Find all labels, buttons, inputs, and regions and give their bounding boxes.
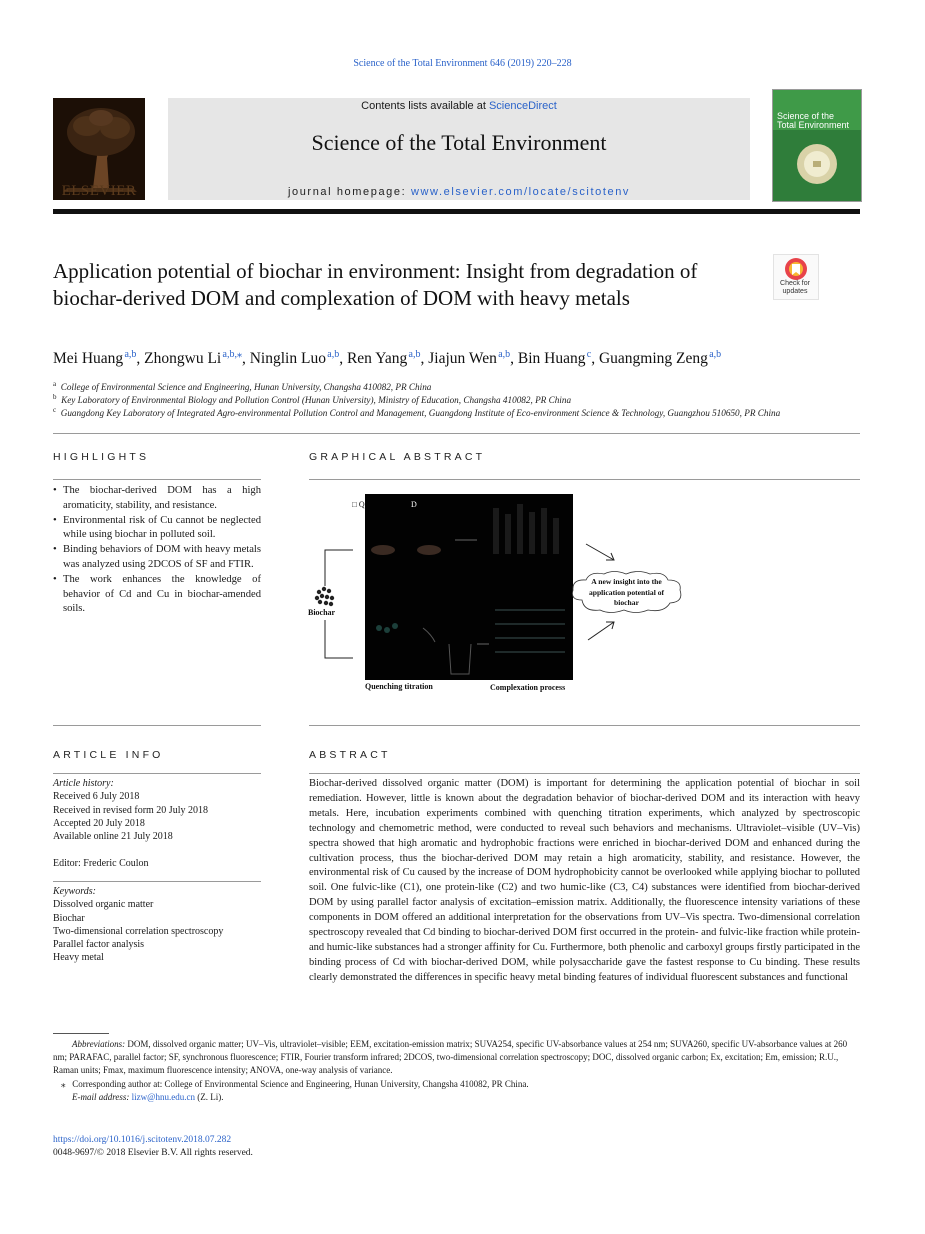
cover-art-icon bbox=[773, 90, 861, 201]
author[interactable]: Ren Yang bbox=[346, 350, 408, 368]
homepage-prefix: journal homepage: bbox=[287, 186, 411, 198]
copyright: 0048-9697/© 2018 Elsevier B.V. All rights reserved. bbox=[53, 1148, 253, 1158]
check-updates-icon bbox=[774, 255, 818, 283]
author[interactable]: Mei Huang bbox=[53, 350, 124, 368]
keyword: Two-dimensional correlation spectroscopy bbox=[53, 925, 224, 937]
contents-prefix: Contents lists available at bbox=[361, 100, 489, 112]
author-sep: , bbox=[420, 350, 429, 368]
keyword: Dissolved organic matter bbox=[53, 899, 154, 911]
quenching-label: Quenching titration bbox=[365, 682, 433, 691]
divider bbox=[53, 433, 860, 434]
sciencedirect-link[interactable]: ScienceDirect bbox=[488, 100, 557, 112]
biochar-label: Biochar bbox=[308, 608, 336, 617]
author[interactable]: Ninglin Luo bbox=[249, 350, 326, 368]
editor: Editor: Frederic Coulon bbox=[53, 858, 149, 869]
graphical-abstract-figure bbox=[365, 494, 573, 680]
divider bbox=[53, 773, 261, 774]
affil-text: Key Laboratory of Environmental Biology and Pollution Control (Hunan University), Ministry of Education, Changsha 410082, PR China bbox=[61, 395, 572, 406]
author-affil-sup[interactable]: c bbox=[586, 349, 592, 360]
affil-key: c bbox=[53, 406, 57, 414]
footnote-rule bbox=[53, 1033, 109, 1034]
author-sep: , bbox=[339, 350, 347, 368]
author-affil-sup[interactable]: a,b bbox=[498, 349, 511, 360]
highlights-heading: HIGHLIGHTS bbox=[53, 451, 150, 463]
history-item: Available online 21 July 2018 bbox=[53, 831, 173, 843]
corresponding-mark: ⁎ bbox=[61, 1079, 66, 1089]
check-updates-text bbox=[773, 280, 817, 296]
abstract-text: Biochar-derived dissolved organic matter (DOM) is important for determining the application potential of biochar in soil remediation. However, little is known about the degradation behavior of biochar-derived DOM and its interaction with heavy metals. Here, incubation experiments combined with quenching titration experiments, which analyzed by spectroscopic technology and chemometric method, were conducted to reveal such behaviors and mechanisms. Ultraviolet–visible (UV–Vis) spectra showed that high aromatic and hydrophobic fractions were enriched in biochar-derived DOM and enhanced during the cultivation process, thus the biochar-derived DOM may retain a high aromaticity, stability, and resistance. However, the environmental risk of Cu caused by the increase of DOM hydrophobicity cannot be overlooked while applying biochar to polluted soil. One fulvic-like (C1), one protein-like (C2) and two humic-like (C3, C4) substances were identified from biochar-derived DOM by using parallel factor analysis of excitation–emission matrix. Additionally, the fluorescence intensity variations of these components in DOM offered an additional interpretation for the observations from UV–Vis spectra. Two-dimensional correlation spectroscopy revealed that Cd binding to biochar-derived DOM first occurred in the protein- and fulvic-like fraction while protein- and humic-like substances had a stronger affinity for Cu. Furthermore, both phenolic and carboxyl groups firstly participated in the binding process of Cd with biochar-derived DOM, while polysaccharide gave the fastest response to Cu binding. These results clearly demonstrated the differences in specific heavy metal binding features of individual fluorescent substances and functional bbox=[309, 778, 860, 983]
author-affil-sup[interactable]: a,b bbox=[408, 349, 421, 360]
keyword: Parallel factor analysis bbox=[53, 939, 145, 951]
author-affil-sup[interactable]: a,b,⁎ bbox=[222, 349, 242, 360]
author[interactable]: Jiajun Wen bbox=[428, 350, 497, 368]
affiliation-b bbox=[53, 393, 883, 405]
author-sep: , bbox=[591, 350, 599, 368]
contents-line bbox=[168, 100, 750, 112]
abbreviations-label: Abbreviations: bbox=[72, 1039, 126, 1049]
corresponding-text: Corresponding author at: College of Environmental Science and Engineering, Hunan University, Changsha 410082, PR China. bbox=[72, 1079, 529, 1089]
highlight-item: • The work enhances the knowledge of behavior of Cd and Cu in biochar-amended soils. bbox=[53, 573, 261, 617]
affiliation-a bbox=[53, 380, 883, 392]
abstract-heading: ABSTRACT bbox=[309, 749, 391, 761]
insight-line: A new insight into the bbox=[591, 577, 662, 586]
divider bbox=[53, 881, 261, 882]
journal-homepage bbox=[168, 186, 750, 198]
keywords-block bbox=[53, 885, 261, 965]
divider bbox=[309, 479, 860, 480]
author-list bbox=[53, 349, 873, 368]
author-sep: , bbox=[136, 350, 145, 368]
check-updates-line2: updates bbox=[782, 288, 808, 295]
panel-label-1: □ Q bbox=[352, 500, 365, 509]
check-updates-line1: Check for bbox=[780, 280, 810, 287]
publisher-logo-text: ELSEVIER bbox=[61, 183, 137, 199]
divider bbox=[53, 725, 261, 726]
insight-line: application potential of bbox=[588, 587, 665, 597]
email-link[interactable]: lizw@hnu.edu.cn bbox=[131, 1092, 195, 1102]
abbreviations-text: DOM, dissolved organic matter; UV–Vis, ultraviolet–visible; EEM, excitation-emission matrix; SUVA254, specific UV-absorbance values at 254 nm; SUVA260, specific UV-absorbance values at 260 nm; PARAFAC, parallel factor; SF, synchronous fluorescence; FTIR, Fourier transform infrared; 2DCOS, two-dimensional correlation spectroscopy; DOC, dissolved organic carbon; Ex, excitation; Em, emission; R.U., Raman units; Fmax, maximum fluorescence intensity; ANOVA, one-way analysis of variance. bbox=[53, 1039, 848, 1075]
article-info-heading: ARTICLE INFO bbox=[53, 749, 164, 761]
author[interactable]: Bin Huang bbox=[517, 350, 586, 368]
complexation-label: Complexation process bbox=[490, 683, 566, 692]
affil-text: College of Environmental Science and Engineering, Hunan University, Changsha 410082, PR China bbox=[60, 382, 432, 393]
divider bbox=[309, 725, 860, 726]
insight-text bbox=[570, 577, 683, 609]
highlight-item: • Binding behaviors of DOM with heavy metals was analyzed using 2DCOS of SF and FTIR. bbox=[53, 543, 261, 573]
homepage-link[interactable]: www.elsevier.com/locate/scitotenv bbox=[410, 186, 631, 198]
keywords-label: Keywords: bbox=[53, 886, 96, 897]
divider bbox=[53, 479, 261, 480]
affil-key: a bbox=[53, 380, 57, 388]
insight-line: biochar bbox=[614, 598, 639, 607]
author[interactable]: Zhongwu Li bbox=[144, 350, 222, 368]
article-title: Application potential of biochar in environment: Insight from degradation of biochar-derived DOM and complexation of DOM with heavy metals bbox=[53, 259, 698, 310]
author[interactable]: Guangming Zeng bbox=[598, 350, 708, 368]
graphical-abstract-art bbox=[365, 494, 573, 680]
history-item: Accepted 20 July 2018 bbox=[53, 817, 145, 829]
header-rule bbox=[53, 209, 860, 214]
history-item: Received in revised form 20 July 2018 bbox=[53, 804, 208, 816]
panel-label-2: D bbox=[411, 500, 417, 509]
keyword: Biochar bbox=[53, 912, 85, 924]
highlight-item: • The biochar-derived DOM has a high aromaticity, stability, and resistance. bbox=[53, 484, 261, 514]
keyword: Heavy metal bbox=[53, 952, 104, 964]
email-footnote bbox=[72, 1091, 860, 1104]
affil-text: Guangdong Key Laboratory of Integrated Agro-environmental Pollution Control and Management, Guangdong Institute of Eco-environment Science & Technology, Guangzhou 510650, PR China bbox=[60, 408, 781, 419]
history-item: Received 6 July 2018 bbox=[53, 791, 140, 803]
affil-key: b bbox=[53, 393, 57, 401]
biochar-flow-lines bbox=[309, 494, 369, 674]
cover-title-line2: Total Environment bbox=[777, 120, 850, 130]
corresponding-footnote bbox=[61, 1078, 860, 1091]
highlights-list bbox=[53, 484, 261, 617]
author-sep: , bbox=[241, 350, 250, 368]
author-affil-sup[interactable]: a,b bbox=[327, 349, 340, 360]
author-sep: , bbox=[510, 350, 518, 368]
graphical-abstract-heading: GRAPHICAL ABSTRACT bbox=[309, 451, 486, 463]
author-affil-sup[interactable]: a,b bbox=[709, 349, 722, 360]
journal-citation[interactable]: Science of the Total Environment 646 (2019) 220–228 bbox=[353, 58, 572, 69]
article-history bbox=[53, 777, 261, 843]
abbreviations-footnote bbox=[53, 1038, 860, 1077]
history-label: Article history: bbox=[53, 778, 114, 789]
journal-cover-thumbnail[interactable] bbox=[772, 89, 862, 202]
divider bbox=[309, 773, 860, 774]
cover-title-line1: Science of the bbox=[777, 111, 835, 121]
highlight-item: • Environmental risk of Cu cannot be neglected while using biochar in polluted soil. bbox=[53, 514, 261, 544]
doi-link[interactable]: https://doi.org/10.1016/j.scitotenv.2018.07.282 bbox=[53, 1135, 232, 1145]
affiliation-c bbox=[53, 406, 883, 418]
journal-name: Science of the Total Environment bbox=[311, 130, 607, 155]
author-affil-sup[interactable]: a,b bbox=[124, 349, 137, 360]
email-suffix: (Z. Li). bbox=[194, 1092, 224, 1102]
email-label: E-mail address: bbox=[72, 1092, 130, 1102]
